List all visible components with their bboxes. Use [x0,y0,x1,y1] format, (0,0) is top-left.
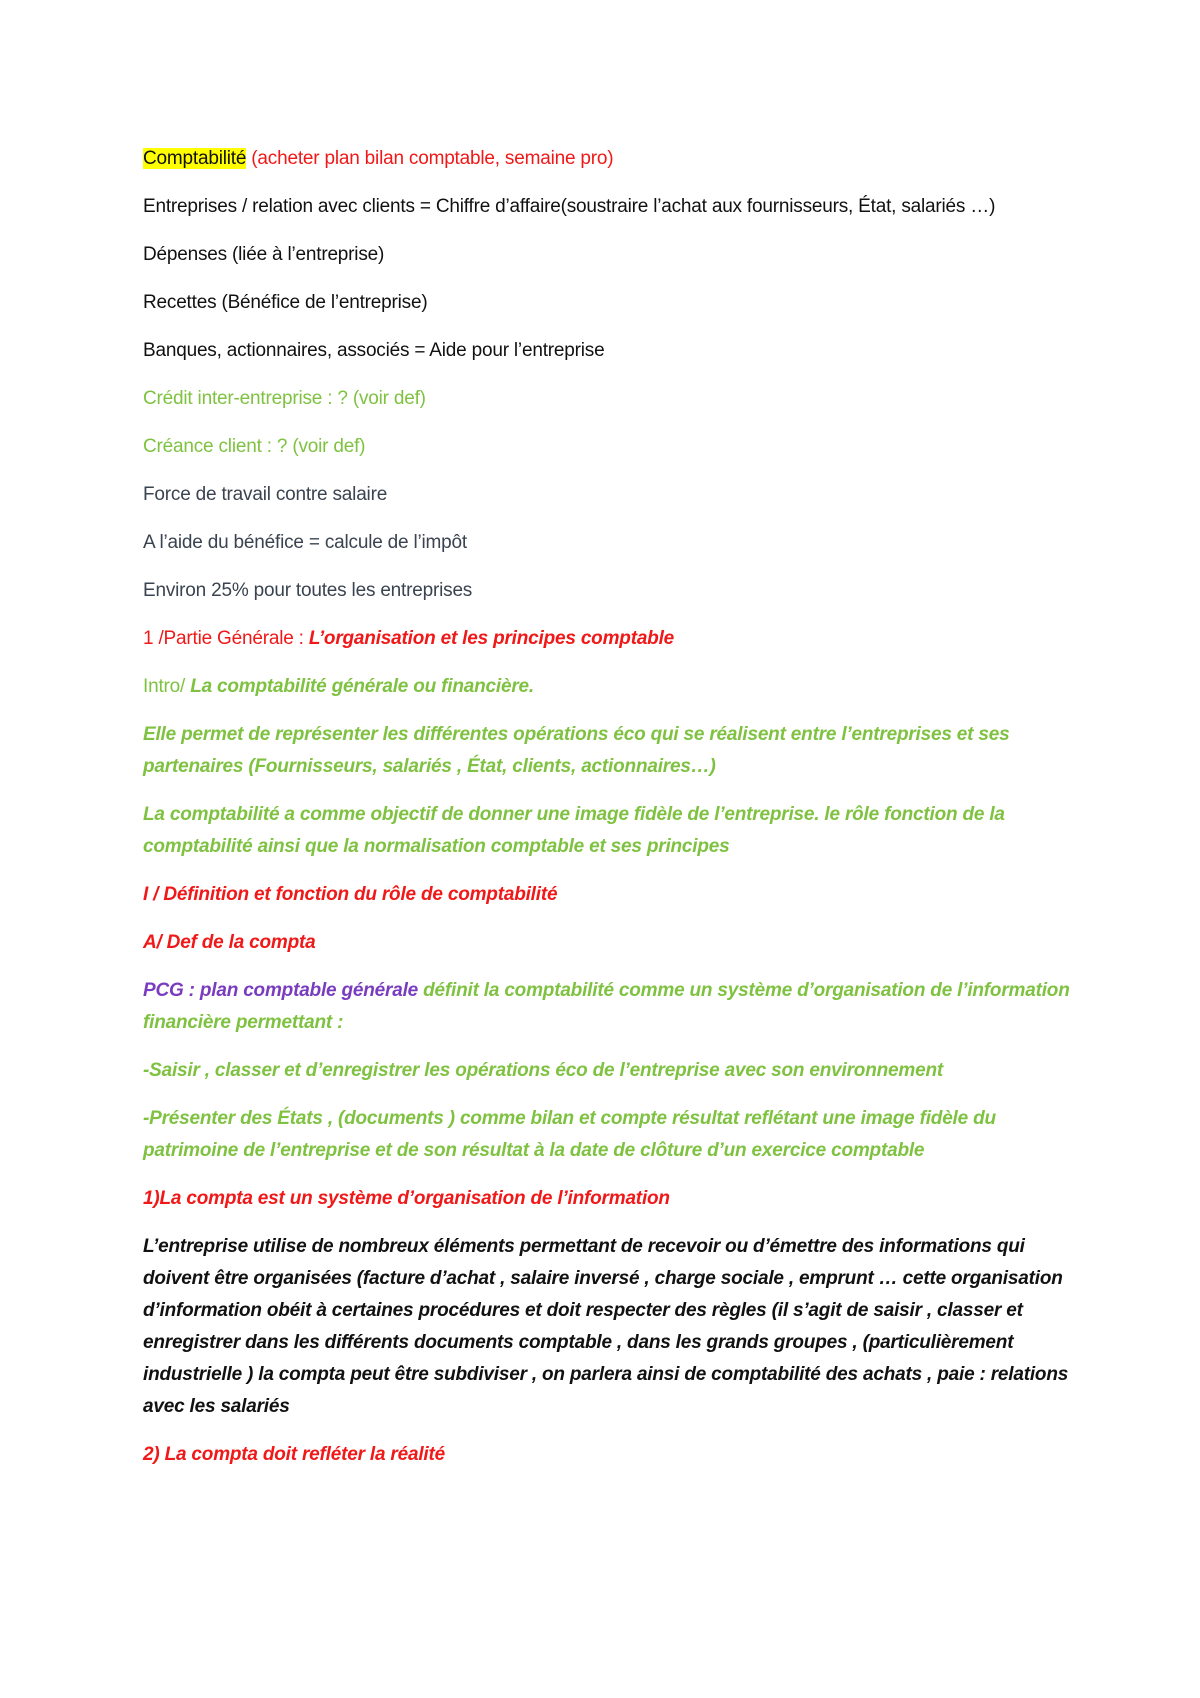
title-note: (acheter plan bilan comptable, semaine pro) [246,148,614,169]
line-credit: Crédit inter-entreprise : ? (voir def) [143,388,426,409]
section-1-heading: 1)La compta est un système d’organisation de l’information [143,1188,670,1209]
section-i-heading: I / Définition et fonction du rôle de comptabilité [143,884,558,905]
line-recettes: Recettes (Bénéfice de l’entreprise) [143,292,428,313]
section-a-heading: A/ Def de la compta [143,932,316,953]
intro-prefix: Intro/ [143,676,191,697]
bullet-presenter: -Présenter des États , (documents ) comme bilan et compte résultat reflétant une image fidèle du patrimoine de l’entreprise et de son résultat à la date de clôture d’un exercice comptable [143,1108,996,1161]
intro-title: La comptabilité générale ou financière. [190,676,534,697]
paragraph-objectif: La comptabilité a comme objectif de donner une image fidèle de l’entreprise. le rôle fonction de la comptabilité ainsi que la normalisation comptable et ses principes [143,804,1005,857]
pcg-paragraph [143,975,1073,1039]
line-force: Force de travail contre salaire [143,484,388,505]
partie-heading [143,623,1073,655]
line-creance: Créance client : ? (voir def) [143,436,366,457]
line-entreprises: Entreprises / relation avec clients = Chiffre d’affaire(soustraire l’achat aux fournisseurs, État, salariés …) [143,196,996,217]
title-highlighted: Comptabilité [143,148,247,169]
section-2-heading: 2) La compta doit refléter la réalité [143,1444,445,1465]
line-depenses: Dépenses (liée à l’entreprise) [143,244,385,265]
document-content [143,143,1073,1487]
partie-prefix: 1 /Partie Générale : [143,628,309,649]
intro-heading [143,671,1073,703]
document-title-line [143,143,1073,175]
line-environ: Environ 25% pour toutes les entreprises [143,580,473,601]
line-aide: A l’aide du bénéfice = calcule de l’impôt [143,532,467,553]
paragraph-elle: Elle permet de représenter les différentes opérations éco qui se réalisent entre l’entreprises et ses partenaires (Fournisseurs, salariés , État, clients, actionnaires…) [143,724,1010,777]
line-banques: Banques, actionnaires, associés = Aide pour l’entreprise [143,340,605,361]
entreprise-paragraph: L’entreprise utilise de nombreux éléments permettant de recevoir ou d’émettre des informations qui doivent être organisées (facture d’achat , salaire inversé , charge sociale , emprunt … cette organisation d’information obéit à certaines procédures et doit respecter des règles (il s’agit de saisir , classer et enregistrer dans les différents documents comptable , dans les grands groupes , (particulièrement industrielle ) la compta peut être subdiviser , on parlera ainsi de comptabilité des achats , paie : relations avec les salariés [143,1236,1069,1417]
bullet-saisir: -Saisir , classer et d’enregistrer les opérations éco de l’entreprise avec son environnement [143,1060,943,1081]
pcg-label: PCG : plan comptable générale [143,980,419,1001]
pcg-text: définit la comptabilité comme un système d’organisation de l’information financière permettant : [143,980,1070,1033]
partie-title: L’organisation et les principes comptable [308,628,675,649]
